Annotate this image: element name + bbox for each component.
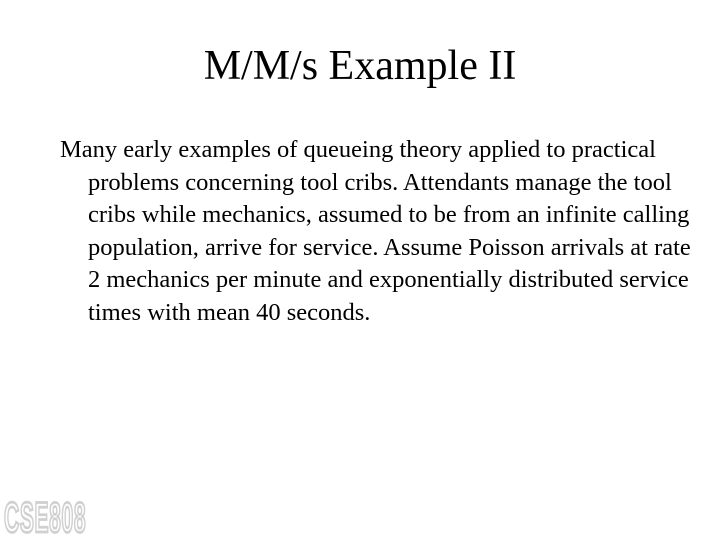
- course-watermark: [4, 488, 104, 538]
- slide-title: M/M/s Example II: [203, 43, 517, 89]
- course-watermark-logo: [4, 488, 104, 538]
- slide-body-text: Many early examples of queueing theory applied to practical problems concerning tool cribs. Attendants manage the tool cribs while mechanics, assumed to be from an infinite calling population, arrive for service. Assume Poisson arrivals at rate 2 mechanics per minute and exponentially distributed service times with mean 40 seconds.: [60, 136, 691, 326]
- course-watermark-text: CSE808: [4, 495, 87, 538]
